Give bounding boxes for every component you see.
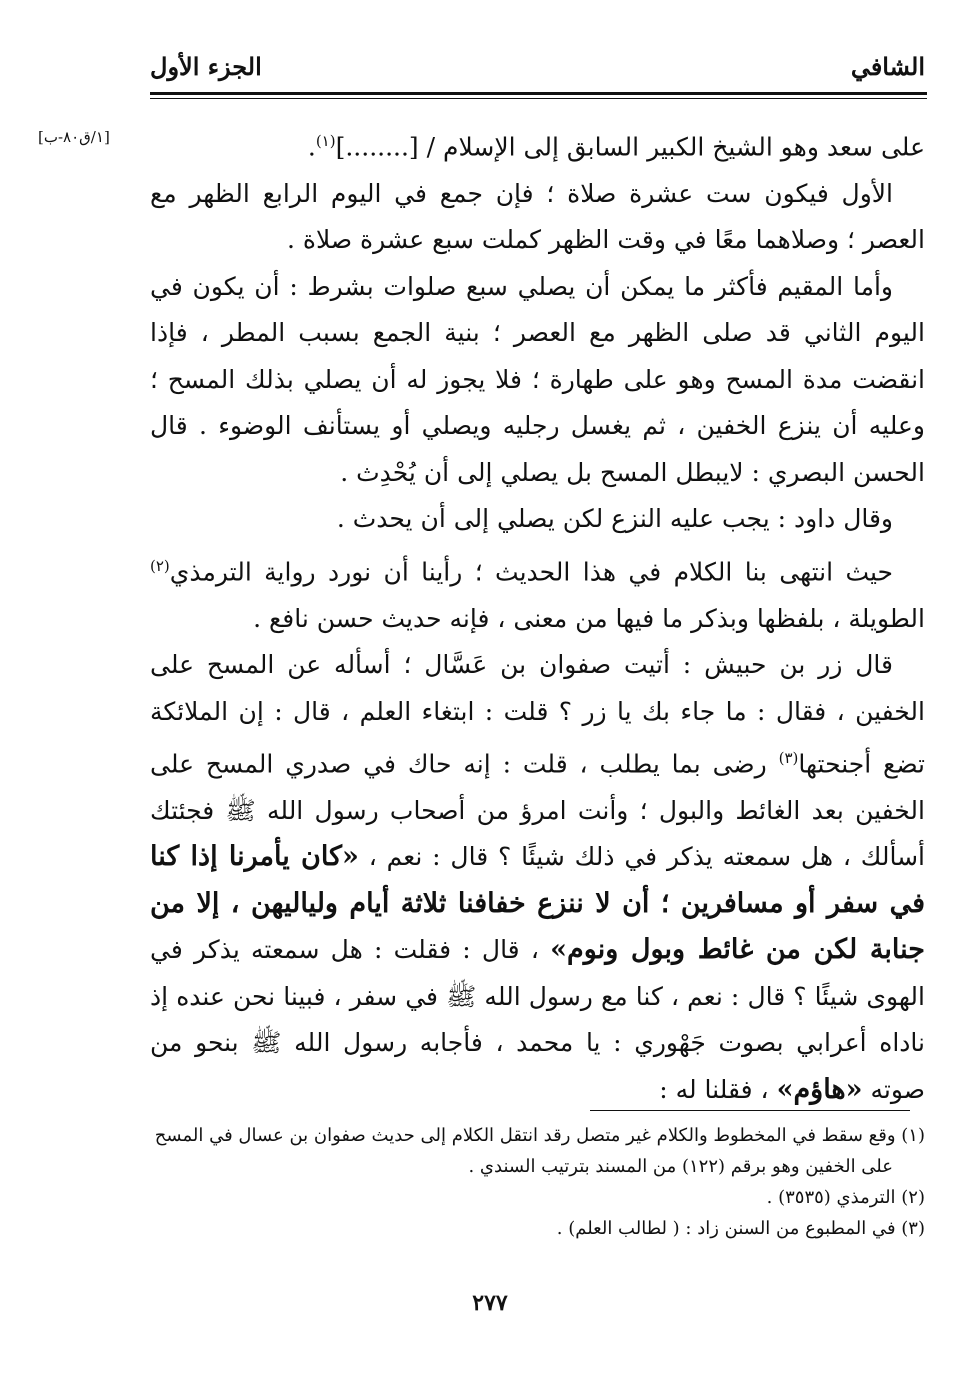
paragraph-5 (150, 543, 925, 642)
paragraph-5-text-b: الطويلة ، بلفظها وبذكر ما فيها من معنى ، فإنه حديث حسن نافع . (253, 603, 925, 633)
footnote-ref-1: (١) (315, 132, 336, 150)
footnote-3: (٣) في المطبوع من السنن زاد : ( لطالب العلم) . (556, 1218, 925, 1239)
paragraph-6-text-b: رضى بما يطلب ، قلت : إنه حاك في صدري المسح على الخفين بعد الغائط والبول ؛ وأنت امرؤ من أصحاب رسول الله ﷺ فجئتك أسألك ، هل سمعته يذكر في ذلك شيئًا ؟ قال : نعم ، (150, 749, 925, 872)
footnote-ref-2: (٢) (150, 556, 170, 575)
paragraph-1-text: على سعد وهو الشيخ الكبير السابق إلى الإسلام / [........] (335, 132, 925, 162)
header-book-title: الشافي (850, 52, 925, 81)
paragraph-6-text-d: ، فقلنا له : (659, 1074, 777, 1104)
footnote-1-continued: على الخفين وهو برقم (١٢٢) من المسند بترتيب السندي . (468, 1156, 893, 1177)
running-header (150, 52, 925, 92)
header-rule-thick (150, 92, 927, 95)
page-number: ٢٧٧ (472, 1290, 508, 1316)
paragraph-6-text-c: ، قال : فقلت : هل سمعته يذكر في الهوى شيئًا ؟ قال : نعم ، كنا مع رسول الله ﷺ في سفر ، فبينا نحن عنده إذ ناداه أعرابي بصوت جَهْوري : يا محمد ، فأجابه رسول الله ﷺ بنحو من صوته (150, 935, 925, 1104)
footnote-2: (٢) الترمذي (٣٥٣٥) . (766, 1187, 925, 1208)
paragraph-1 (150, 118, 925, 171)
paragraph-5-text-a: حيث انتهى بنا الكلام في هذا الحديث ؛ رأينا أن نورد رواية الترمذي (169, 557, 893, 587)
paragraph-3: وأما المقيم فأكثر ما يمكن أن يصلي سبع صلوات بشرط : أن يكون في اليوم الثاني قد صلى الظهر مع العصر ؛ بنية الجمع بسبب المطر ، فإذا انقضت مدة المسح وهو على طهارة ؛ فلا يجوز له أن يصلي بذلك المسح ؛ وعليه أن ينزع الخفين ، ثم يغسل رجليه ويصلي أو يستأنف الوضوء . قال الحسن البصري : لايبطل المسح بل يصلي إلى أن يُحْدِث . (150, 271, 925, 487)
hadith-quote-2: «هاؤم» (776, 1073, 863, 1105)
footnote-1: (١) وقع سقط في المخطوط والكلام غير متصل رقد انتقل الكلام إلى حديث صفوان بن عسال في المسح (154, 1125, 925, 1146)
footnotes (150, 1120, 925, 1244)
paragraph-6 (150, 642, 925, 1113)
manuscript-folio-note: [١/ق٨٠-ب] (38, 128, 110, 146)
main-text (150, 118, 925, 1113)
paragraph-2: الأول فيكون ست عشرة صلاة ؛ فإن جمع في اليوم الرابع الظهر مع العصر ؛ وصلاهما معًا في وقت الظهر كملت سبع عشرة صلاة . (150, 178, 925, 255)
paragraph-1-end: . (307, 132, 316, 162)
footnote-ref-3: (٣) (778, 749, 799, 768)
header-rule-thin (150, 98, 927, 99)
paragraph-6-text-a: قال زر بن حبيش : أتيت صفوان بن عَسَّال ؛ أسأله عن المسح على الخفين ، فقال : ما جاء بك يا زر ؟ قلت : ابتغاء العلم ، قال : إن الملائكة تضع أجنحتها (150, 650, 926, 779)
header-volume-title: الجزء الأول (150, 52, 262, 81)
paragraph-4: وقال داود : يجب عليه النزع لكن يصلي إلى أن يحدث . (336, 504, 893, 534)
hadith-quote: «كان يأمرنا إذا كنا في سفر أو مسافرين ؛ أن لا ننزع خفافنا ثلاثة أيام ولياليهن ، إلا من جنابة لكن من غائط وبول ونوم» (150, 841, 925, 966)
footnote-separator (590, 1110, 910, 1111)
